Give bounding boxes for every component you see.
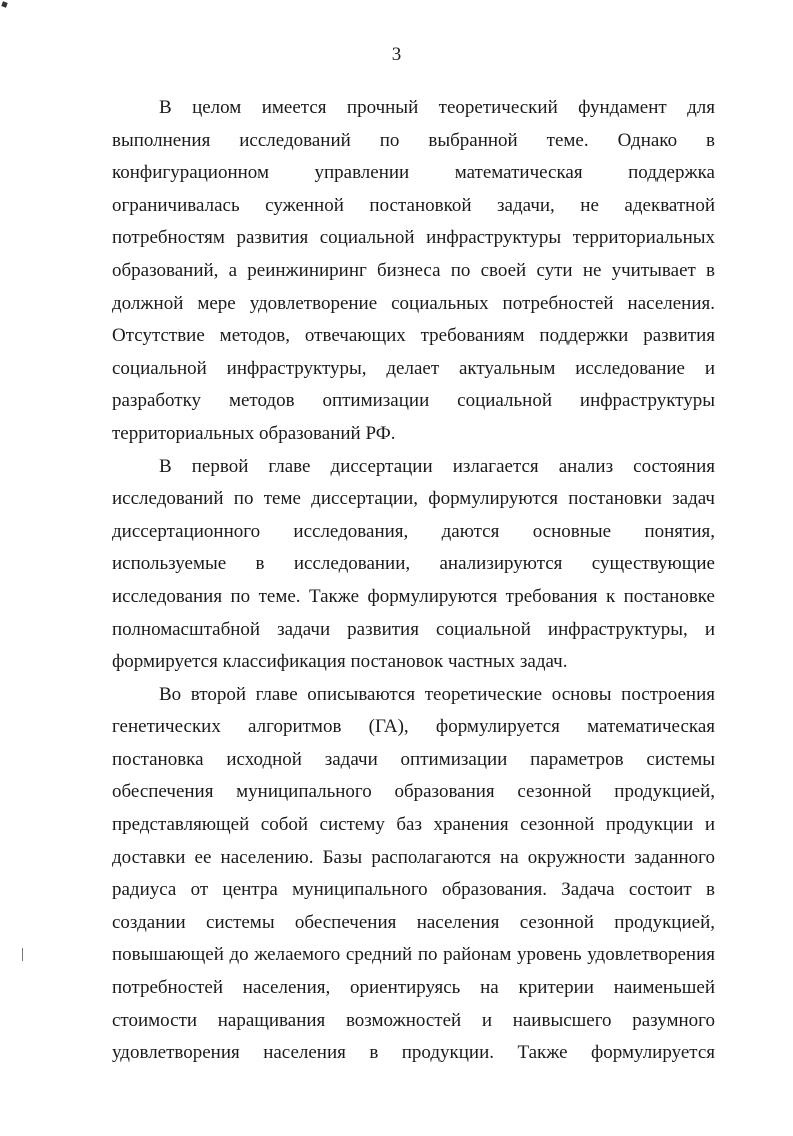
text-line: должной мере удовлетворение социальных потребностей населения. — [112, 292, 715, 314]
text-line: исследования по теме. Также формулируются требования к постановке — [112, 585, 715, 607]
paragraph-intro — [112, 92, 715, 451]
text-line: формируется классификация постановок частных задач. — [112, 651, 568, 673]
text-line: доставки ее населению. Базы располагаются на окружности заданного — [112, 846, 715, 868]
text-line: ограничивалась суженной постановкой задачи, не адекватной — [112, 194, 715, 216]
text-line: удовлетворения населения в продукции. Также формулируется — [112, 1042, 715, 1064]
text-line: выполнения исследований по выбранной теме. Однако в — [112, 129, 715, 151]
text-line: используемые в исследовании, анализируются существующие — [112, 553, 715, 575]
text-line: В первой главе диссертации излагается анализ состояния — [159, 455, 715, 477]
text-line: образований, а реинжиниринг бизнеса по своей сути не учитывает в — [112, 259, 715, 281]
text-line: генетических алгоритмов (ГА), формулируется математическая — [112, 716, 715, 738]
text-line: создании системы обеспечения населения сезонной продукцией, — [112, 911, 715, 933]
text-line: конфигурационном управлении математическая поддержка — [112, 162, 715, 184]
text-line: обеспечения муниципального образования сезонной продукцией, — [112, 781, 715, 803]
paragraph-chapter-1 — [112, 451, 715, 679]
text-line: полномасштабной задачи развития социальной инфраструктуры, и — [112, 618, 715, 640]
text-line: потребностей населения, ориентируясь на критерии наименьшей — [112, 977, 715, 999]
text-line: потребностям развития социальной инфраструктуры территориальных — [112, 227, 715, 249]
scan-corner-mark — [1, 1, 7, 7]
text-line: социальной инфраструктуры, делает актуальным исследование и — [112, 357, 715, 379]
page-number: 3 — [391, 44, 402, 65]
text-line: исследований по теме диссертации, формулируются постановки задач — [112, 488, 715, 510]
text-line: Во второй главе описываются теоретические основы построения — [159, 683, 715, 705]
body-text — [112, 92, 715, 1070]
text-line: диссертационного исследования, даются основные понятия, — [112, 520, 715, 542]
scan-margin-tick — [22, 948, 23, 961]
text-line: В целом имеется прочный теоретический фундамент для — [159, 97, 715, 118]
text-line: территориальных образований РФ. — [112, 422, 396, 444]
text-line: разработку методов оптимизации социальной инфраструктуры — [112, 390, 715, 412]
text-line: Отсутствие методов, отвечающих требованиям поддержки развития — [112, 325, 715, 347]
text-line: повышающей до желаемого средний по районам уровень удовлетворения — [112, 944, 715, 966]
text-line: представляющей собой систему баз хранения сезонной продукции и — [112, 814, 715, 836]
paragraph-chapter-2 — [112, 679, 715, 1070]
text-line: стоимости наращивания возможностей и наивысшего разумного — [112, 1009, 715, 1031]
text-line: постановка исходной задачи оптимизации параметров системы — [112, 748, 715, 770]
text-line: радиуса от центра муниципального образования. Задача состоит в — [112, 879, 715, 901]
